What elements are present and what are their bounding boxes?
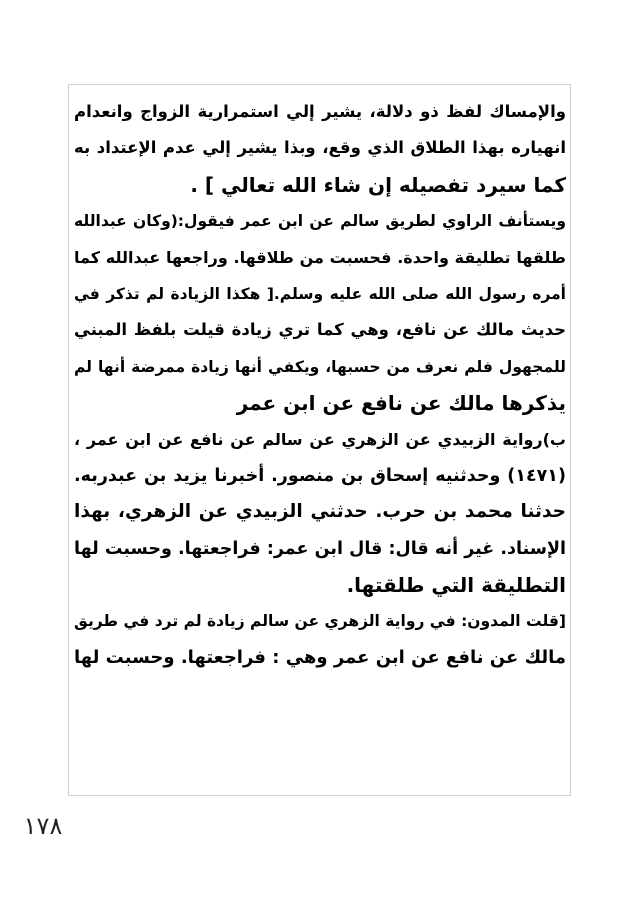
text-line: ويستأنف الراوي لطريق سالم عن ابن عمر فيقول:(وكان عبدالله [74,212,566,231]
text-line: [قلت المدون: في رواية الزهري عن سالم زيادة لم ترد في طريق [74,612,566,631]
text-line: حدثنا محمد بن حرب. حدثني الزبيدي عن الزهري، بهذا [74,501,566,523]
text-line: (١٤٧١) وحدثنيه إسحاق بن منصور. أخبرنا يزيد بن عبدربه. [74,465,566,486]
text-line: والإمساك لفظ ذو دلالة، يشير إلي استمرارية الزواج وانعدام [74,102,566,121]
text-line: ب)رواية الزبيدي عن الزهري عن سالم عن نافع عن ابن عمر ، [74,429,566,449]
text-line: حديث مالك عن نافع، وهي كما تري زيادة قيلت بلفظ المبني [74,320,566,340]
text-line: طلقها تطليقة واحدة. فحسبت من طلاقها. وراجعها عبدالله كما [74,247,566,267]
text-line: للمجهول فلم نعرف من حسبها، ويكفي أنها زيادة ممرضة أنها لم [74,357,566,376]
text-line: الإسناد. غير أنه قال: قال ابن عمر: فراجعتها. وحسبت لها [74,538,566,559]
page-number: ١٧٨ [23,812,63,840]
text-line: مالك عن نافع عن ابن عمر وهي : فراجعتها. وحسبت لها [74,646,566,668]
body-text [74,94,566,676]
text-line: أمره رسول الله صلى الله عليه وسلم.[ هكذا الزيادة لم تذكر في [74,284,566,303]
text-line: التطليقة التي طلقتها. [346,573,566,598]
text-line: يذكرها مالك عن نافع عن ابن عمر [236,391,566,416]
text-line: انهياره بهذا الطلاق الذي وقع، وبذا يشير إلي عدم الإعتداد به [74,138,566,158]
text-line: كما سيرد تفصيله إن شاء الله تعالي ] . [190,172,566,197]
